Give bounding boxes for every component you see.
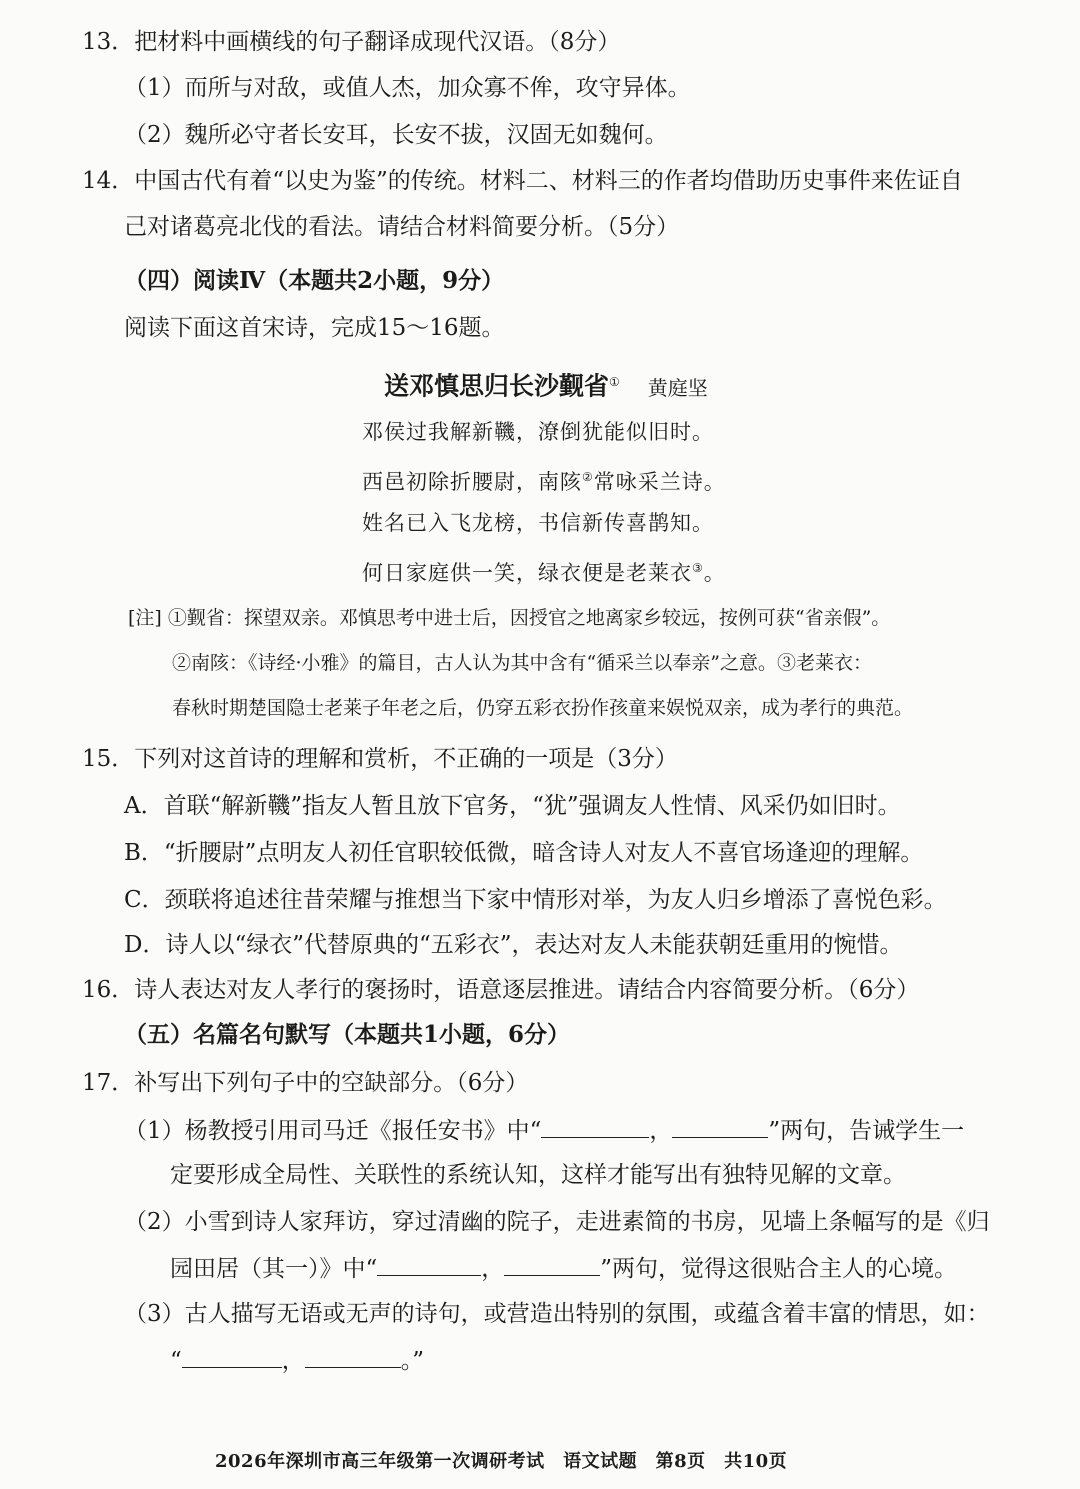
section-4-heading: （四）阅读Ⅳ（本题共2小题，9分） xyxy=(124,267,505,294)
q13-sentence-2: （2）魏所必守者长安耳，长安不拔，汉固无如魏何。 xyxy=(124,122,668,148)
poem-line-1: 邓侯过我解新鞿，潦倒犹能似旧时。 xyxy=(362,420,714,444)
q17-item-1-sep: ， xyxy=(649,1118,673,1144)
poem-line-2-part-1: 西邑初除折腰尉，南陔 xyxy=(362,470,582,494)
poem-title-note-mark: ① xyxy=(609,375,620,389)
q17-item-2-line-1: （2）小雪到诗人家拜访，穿过清幽的院子，走进素简的书房，见墙上条幅写的是《归 xyxy=(124,1209,990,1235)
poem-line-4-part-1: 何日家庭供一笑，绿衣便是老莱衣 xyxy=(362,561,692,585)
q14-line-2: 己对诸葛亮北伐的看法。请结合材料简要分析。（5分） xyxy=(124,214,680,240)
poem-line-2-part-2: 常咏采兰诗。 xyxy=(593,470,726,494)
q17-item-2-text-b: ”两句，觉得这很贴合主人的心境。 xyxy=(600,1256,958,1282)
note-3: 春秋时期楚国隐士老莱子年老之后，仍穿五彩衣扮作孩童来娱悦双亲，成为孝行的典范。 xyxy=(172,697,914,719)
poem-line-4-note-mark: ③ xyxy=(692,561,704,575)
q17-item-3-line-2 xyxy=(170,1345,424,1376)
q16-stem: 16．诗人表达对友人孝行的褒扬时，语意逐层推进。请结合内容简要分析。（6分） xyxy=(82,977,920,1003)
answer-blank-3[interactable] xyxy=(377,1253,481,1276)
poem-line-4 xyxy=(362,553,726,588)
q17-item-1 xyxy=(124,1115,964,1146)
poem-author: 黄庭坚 xyxy=(647,375,708,400)
q17-item-1-cont: 定要形成全局性、关联性的系统认知，这样才能写出有独特见解的文章。 xyxy=(170,1162,906,1188)
q17-item-2-line-2 xyxy=(170,1253,957,1284)
poem-header xyxy=(384,367,708,403)
note-2: ②南陔：《诗经·小雅》的篇目，古人认为其中含有“循采兰以奉亲”之意。③老莱衣： xyxy=(172,652,872,674)
q17-stem: 17．补写出下列句子中的空缺部分。（6分） xyxy=(82,1070,529,1096)
q17-item-2-text-a: 园田居（其一）》中“ xyxy=(170,1256,378,1282)
q17-item-3-line-1: （3）古人描写无语或无声的诗句，或营造出特别的氛围，或蕴含着丰富的情思，如： xyxy=(124,1301,990,1327)
answer-blank-2[interactable] xyxy=(672,1115,768,1138)
answer-blank-5[interactable] xyxy=(182,1345,282,1368)
q15-option-a: A．首联“解新鞿”指友人暂且放下官务，“犹”强调友人性情、风采仍如旧时。 xyxy=(124,793,901,819)
q13-stem: 13．把材料中画横线的句子翻译成现代汉语。（8分） xyxy=(82,29,621,55)
q15-stem: 15．下列对这首诗的理解和赏析，不正确的一项是（3分） xyxy=(82,746,678,772)
q15-option-d: D．诗人以“绿衣”代替原典的“五彩衣”，表达对友人未能获朝廷重用的惋惜。 xyxy=(124,932,903,958)
q17-item-2-sep: ， xyxy=(481,1256,505,1282)
q17-item-3-open-quote: “ xyxy=(170,1348,182,1374)
answer-blank-6[interactable] xyxy=(305,1345,401,1368)
answer-blank-1[interactable] xyxy=(541,1115,649,1138)
q17-item-3-close: 。” xyxy=(400,1348,425,1374)
q15-option-c: C．颈联将追述往昔荣耀与推想当下家中情形对举，为友人归乡增添了喜悦色彩。 xyxy=(124,887,947,913)
q17-item-3-sep: ， xyxy=(281,1348,305,1374)
q17-item-1-text-a: （1）杨教授引用司马迁《报任安书》中“ xyxy=(124,1118,542,1144)
section-4-intro: 阅读下面这首宋诗，完成15～16题。 xyxy=(124,315,505,341)
poem-line-2 xyxy=(362,462,726,497)
poem-line-3: 姓名已入飞龙榜，书信新传喜鹊知。 xyxy=(362,511,714,535)
page-footer: 2026年深圳市高三年级第一次调研考试 语文试题 第8页 共10页 xyxy=(215,1451,788,1472)
section-5-heading: （五）名篇名句默写（本题共1小题，6分） xyxy=(124,1021,571,1048)
q17-item-1-text-b: ”两句，告诫学生一 xyxy=(768,1118,965,1144)
poem-line-4-part-2: 。 xyxy=(703,561,726,585)
poem-line-2-note-mark: ② xyxy=(582,470,594,484)
q13-sentence-1: （1）而所与对敌，或值人杰，加众寡不侔，攻守异体。 xyxy=(124,75,691,101)
q14-line-1: 14．中国古代有着“以史为鉴”的传统。材料二、材料三的作者均借助历史事件来佐证自 xyxy=(82,168,963,194)
answer-blank-4[interactable] xyxy=(504,1253,600,1276)
poem-title: 送邓慎思归长沙觐省 xyxy=(384,371,610,401)
note-1: [注] ①觐省：探望双亲。邓慎思考中进士后，因授官之地离家乡较远，按例可获“省亲假”。 xyxy=(128,607,891,629)
q15-option-b: B．“折腰尉”点明友人初任官职较低微，暗含诗人对友人不喜官场逢迎的理解。 xyxy=(124,840,924,866)
